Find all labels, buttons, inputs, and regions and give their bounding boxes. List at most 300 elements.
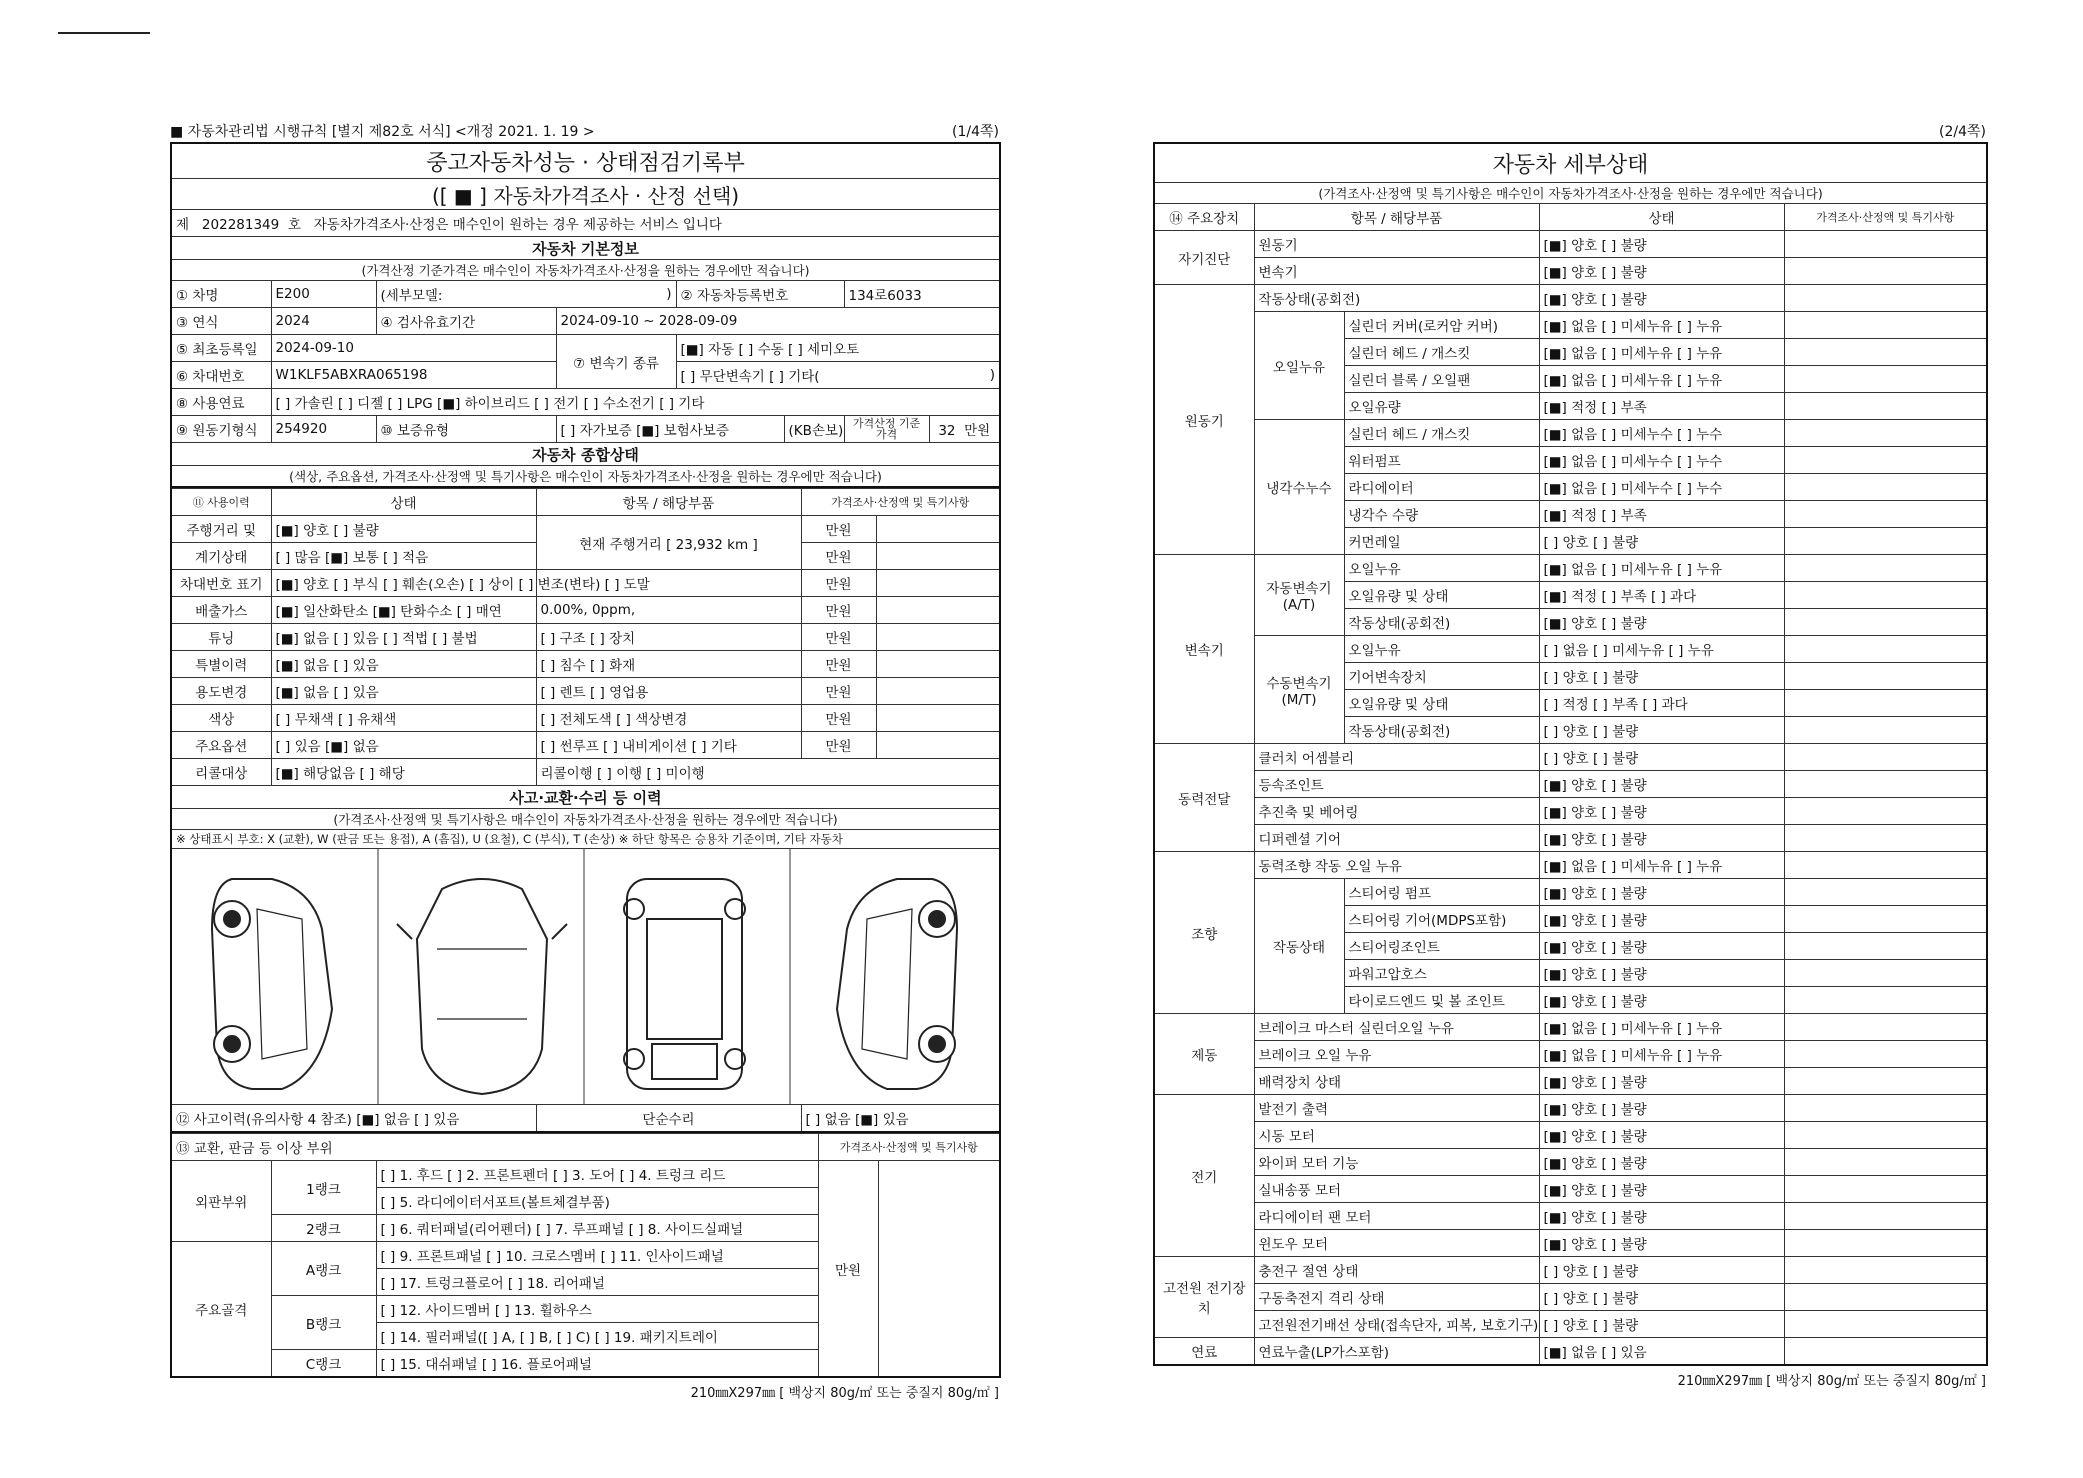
detail-note-cell [1784, 501, 1987, 528]
detail-item: 오일누유 [1344, 555, 1539, 582]
detail-state: [■] 양호 [ ] 불량 [1539, 1149, 1784, 1176]
form-subtitle: ([ ■ ] 자동차가격조사 · 산정 선택) [171, 179, 1000, 210]
detail-note: (가격조사·산정액 및 특기사항은 매수인이 자동차가격조사·산정을 원하는 경우에만 적습니다) [1154, 183, 1987, 204]
detail-state: [■] 양호 [ ] 불량 [1539, 1095, 1784, 1122]
no-label: 제 [176, 217, 190, 233]
detail-state: [■] 없음 [ ] 미세누수 [ ] 누수 [1539, 420, 1784, 447]
detail-note-cell [1784, 1338, 1987, 1366]
recall-item: 리콜이행 [ ] 이행 [ ] 미이행 [536, 759, 1000, 786]
detail-note-cell [1784, 285, 1987, 312]
detail-row [1154, 636, 1987, 663]
rankB-items-a: [ ] 12. 사이드멤버 [ ] 13. 휠하우스 [376, 1296, 818, 1323]
overall-row-item: 현재 주행거리 [ 23,932 km ] [536, 516, 801, 570]
exchange-price: 만원 [818, 1161, 878, 1378]
detail-item: 실린더 블록 / 오일팬 [1344, 366, 1539, 393]
detail-state: [■] 양호 [ ] 불량 [1539, 1203, 1784, 1230]
detail-head-price: 가격조사·산정액 및 특기사항 [1784, 204, 1987, 231]
detail-state: [■] 양호 [ ] 불량 [1539, 879, 1784, 906]
detail-group: 연료 [1154, 1338, 1254, 1366]
detail-note-cell [1784, 339, 1987, 366]
recall-state: [■] 해당없음 [ ] 해당 [271, 759, 536, 786]
rankC-label: C랭크 [271, 1350, 376, 1378]
detail-subgroup: 작동상태 [1254, 879, 1344, 1014]
overall-row-note [876, 543, 1000, 570]
overall-row-state: [■] 양호 [ ] 불량 [271, 516, 536, 543]
overall-row-note [876, 570, 1000, 597]
no-suffix: 호 [287, 217, 301, 233]
detail-note-cell [1784, 1257, 1987, 1284]
recall-label: 리콜대상 [171, 759, 271, 786]
detail-note-cell [1784, 960, 1987, 987]
overall-row-state: [■] 없음 [ ] 있음 [271, 678, 536, 705]
detail-row [1154, 1176, 1987, 1203]
rankB-label: B랭크 [271, 1296, 376, 1350]
overall-row-item: 0.00%, 0ppm, [536, 597, 801, 624]
detail-note-cell [1784, 231, 1987, 258]
rank2-items: [ ] 6. 쿼터패널(리어펜더) [ ] 7. 루프패널 [ ] 8. 사이드실패널 [376, 1215, 818, 1242]
trans-line2: [ ] 무단변속기 [ ] 기타( [676, 362, 929, 389]
overall-row-note [876, 516, 1000, 543]
detail-item: 스티어링 펌프 [1344, 879, 1539, 906]
detail-row [1154, 1338, 1987, 1366]
detail-item: 원동기 [1254, 231, 1539, 258]
detail-row [1154, 231, 1987, 258]
detail-note-cell [1784, 690, 1987, 717]
overall-row-name: 배출가스 [171, 597, 271, 624]
detail-item: 추진축 및 베어링 [1254, 798, 1539, 825]
basic-info-title: 자동차 기본정보 [171, 237, 1000, 260]
exchange-price-head: 가격조사·산정액 및 특기사항 [818, 1134, 1000, 1161]
detail-row [1154, 555, 1987, 582]
rank1-label: 1랭크 [271, 1161, 376, 1215]
detail-group: 조향 [1154, 852, 1254, 1014]
detail-item: 변속기 [1254, 258, 1539, 285]
detail-item: 충전구 절연 상태 [1254, 1257, 1539, 1284]
firstreg-label: ⑤ 최초등록일 [171, 335, 271, 362]
page2-header [1153, 118, 1986, 142]
overall-row-name: 특별이력 [171, 651, 271, 678]
overall-row-state: [■] 일산화탄소 [■] 탄화수소 [ ] 매연 [271, 597, 536, 624]
detail-row [1154, 771, 1987, 798]
overall-row-price: 만원 [801, 705, 876, 732]
detail-note-cell [1784, 1203, 1987, 1230]
detail-item: 클러치 어셈블리 [1254, 744, 1539, 771]
detail-group: 동력전달 [1154, 744, 1254, 852]
detail-state: [■] 양호 [ ] 불량 [1539, 933, 1784, 960]
price-value: 32 만원 [929, 416, 1000, 443]
overall-row [171, 570, 1000, 597]
detail-state: [■] 양호 [ ] 불량 [1539, 231, 1784, 258]
detail-state: [■] 없음 [ ] 미세누유 [ ] 누유 [1539, 312, 1784, 339]
detail-row [1154, 744, 1987, 771]
rank2-label: 2랭크 [271, 1215, 376, 1242]
detail-state: [ ] 양호 [ ] 불량 [1539, 1311, 1784, 1338]
scan-mark [58, 32, 150, 34]
detail-item: 실린더 헤드 / 개스킷 [1344, 420, 1539, 447]
overall-row-name: 튜닝 [171, 624, 271, 651]
detail-item: 오일누유 [1344, 636, 1539, 663]
detail-model-close: ) [556, 281, 676, 308]
overall-table [170, 488, 1001, 1133]
detail-item: 커먼레일 [1344, 528, 1539, 555]
detail-item: 등속조인트 [1254, 771, 1539, 798]
overall-row-name: 차대번호 표기 [171, 570, 271, 597]
detail-item: 스티어링 기어(MDPS포함) [1344, 906, 1539, 933]
detail-state: [■] 없음 [ ] 미세누유 [ ] 누유 [1539, 555, 1784, 582]
detail-state: [■] 양호 [ ] 불량 [1539, 1176, 1784, 1203]
detail-note-cell [1784, 1041, 1987, 1068]
overall-row-note [876, 624, 1000, 651]
overall-row-name: 주요옵션 [171, 732, 271, 759]
detail-group: 자기진단 [1154, 231, 1254, 285]
detail-note-cell [1784, 906, 1987, 933]
detail-note-cell [1784, 1230, 1987, 1257]
detail-state: [■] 없음 [ ] 미세누유 [ ] 누유 [1539, 852, 1784, 879]
overall-row-note [876, 678, 1000, 705]
overall-row-item: [ ] 구조 [ ] 장치 [536, 624, 801, 651]
detail-state: [■] 적정 [ ] 부족 [ ] 과다 [1539, 582, 1784, 609]
rank1-items-a: [ ] 1. 후드 [ ] 2. 프론트펜더 [ ] 3. 도어 [ ] 4. 트렁크 리드 [376, 1161, 818, 1188]
detail-item: 배력장치 상태 [1254, 1068, 1539, 1095]
model-label: ① 차명 [171, 281, 271, 308]
detail-row [1154, 1230, 1987, 1257]
detail-note-cell [1784, 987, 1987, 1014]
overall-title: 자동차 종합상태 [171, 443, 1000, 466]
price-label: 가격산정 기준가격 [844, 416, 929, 443]
detail-note-cell [1784, 609, 1987, 636]
overall-row-price: 만원 [801, 597, 876, 624]
detail-subgroup: 수동변속기 (M/T) [1254, 636, 1344, 744]
detail-note-cell [1784, 636, 1987, 663]
overall-row-note [876, 651, 1000, 678]
overall-row [171, 516, 1000, 543]
overall-row-note [876, 597, 1000, 624]
rankA-items-b: [ ] 17. 트렁크플로어 [ ] 18. 리어패널 [376, 1269, 818, 1296]
detail-item: 오일유량 및 상태 [1344, 690, 1539, 717]
rankC-items: [ ] 15. 대쉬패널 [ ] 16. 플로어패널 [376, 1350, 818, 1378]
form-title: 중고자동차성능 · 상태점검기록부 [171, 143, 1000, 179]
overall-row-name: 계기상태 [171, 543, 271, 570]
valid-label: ④ 검사유효기간 [376, 308, 556, 335]
overall-row-name: 색상 [171, 705, 271, 732]
rank1-items-b: [ ] 5. 라디에이터서포트(볼트체결부품) [376, 1188, 818, 1215]
detail-item: 실내송풍 모터 [1254, 1176, 1539, 1203]
detail-note-cell [1784, 474, 1987, 501]
detail-note-cell [1784, 312, 1987, 339]
overall-row [171, 597, 1000, 624]
overall-row-price: 만원 [801, 624, 876, 651]
detail-subgroup: 자동변속기 (A/T) [1254, 555, 1344, 636]
detail-row [1154, 852, 1987, 879]
detail-group: 제동 [1154, 1014, 1254, 1095]
detail-row [1154, 1284, 1987, 1311]
detail-state: [ ] 적정 [ ] 부족 [ ] 과다 [1539, 690, 1784, 717]
car-side-right-icon [837, 879, 957, 1089]
overall-row-price: 만원 [801, 570, 876, 597]
detail-note-cell [1784, 366, 1987, 393]
year-label: ③ 연식 [171, 308, 271, 335]
fuel-value: [ ] 가솔린 [ ] 디젤 [ ] LPG [■] 하이브리드 [ ] 전기 [ ] 수소전기 [ ] 기타 [271, 389, 1000, 416]
rankA-label: A랭크 [271, 1242, 376, 1296]
detail-row [1154, 1311, 1987, 1338]
overall-row [171, 651, 1000, 678]
overall-head-price: 가격조사·산정액 및 특기사항 [801, 489, 1000, 516]
detail-item: 타이로드엔드 및 볼 조인트 [1344, 987, 1539, 1014]
page2-footer: 210㎜X297㎜ [ 백상지 80g/㎡ 또는 중질지 80g/㎡ ] [1677, 1374, 1986, 1389]
detail-state: [■] 양호 [ ] 불량 [1539, 987, 1784, 1014]
overall-head-history: ⑪ 사용이력 [171, 489, 271, 516]
overall-row-state: [ ] 많음 [■] 보통 [ ] 적음 [271, 543, 536, 570]
detail-state: [ ] 없음 [ ] 미세누유 [ ] 누유 [1539, 636, 1784, 663]
engine-label: ⑨ 원동기형식 [171, 416, 271, 443]
car-frame-view-icon [624, 879, 745, 1089]
overall-row-state: [■] 없음 [ ] 있음 [ ] 적법 [ ] 불법 [271, 624, 536, 651]
record-number: 202281349 [201, 217, 280, 233]
overall-row-item: [ ] 침수 [ ] 화재 [536, 651, 801, 678]
vin-label: ⑥ 차대번호 [171, 362, 271, 389]
warranty-company: (KB손보) [784, 416, 844, 443]
page1-header [170, 118, 999, 142]
detail-item: 작동상태(공회전) [1344, 609, 1539, 636]
overall-row-state: [ ] 무채색 [ ] 유채색 [271, 705, 536, 732]
detail-item: 작동상태(공회전) [1344, 717, 1539, 744]
detail-group: 전기 [1154, 1095, 1254, 1257]
detail-item: 브레이크 마스터 실린더오일 누유 [1254, 1014, 1539, 1041]
no-note: 자동차가격조사·산정은 매수인이 원하는 경우 제공하는 서비스 입니다 [313, 217, 722, 233]
detail-note-cell [1784, 825, 1987, 852]
regno-value: 134로6033 [844, 281, 1000, 308]
detail-note-cell [1784, 1014, 1987, 1041]
detail-row [1154, 825, 1987, 852]
detail-state: [■] 없음 [ ] 미세누유 [ ] 누유 [1539, 1041, 1784, 1068]
detail-item: 스티어링조인트 [1344, 933, 1539, 960]
warranty-value: [ ] 자가보증 [■] 보험사보증 [556, 416, 784, 443]
trans-line1: [■] 자동 [ ] 수동 [ ] 세미오토 [676, 335, 1000, 362]
detail-item: 윈도우 모터 [1254, 1230, 1539, 1257]
basic-info-note: (가격산정 기준가격은 매수인이 자동차가격조사·산정을 원하는 경우에만 적습니다) [171, 260, 1000, 281]
overall-row-name: 주행거리 및 [171, 516, 271, 543]
detail-item: 실린더 커버(로커암 커버) [1344, 312, 1539, 339]
main-frame-label: 주요골격 [171, 1242, 271, 1378]
page-number: (2/4쪽) [1939, 124, 1986, 140]
detail-state: [■] 양호 [ ] 불량 [1539, 258, 1784, 285]
detail-note-cell [1784, 717, 1987, 744]
detail-item: 워터펌프 [1344, 447, 1539, 474]
status-legend: ※ 상태표시 부호: X (교환), W (판금 또는 용접), A (흠집), U (요철), C (부식), T (손상) ※ 하단 항목은 승용차 기준이며, 기타 자동차 [171, 830, 1000, 849]
detail-row [1154, 1068, 1987, 1095]
trans-close: ) [929, 362, 1000, 389]
detail-head-state: 상태 [1539, 204, 1784, 231]
detail-state: [ ] 양호 [ ] 불량 [1539, 1284, 1784, 1311]
rule-reference: ■ 자동차관리법 시행규칙 [별지 제82호 서식] <개정 2021. 1. 19 > [170, 124, 595, 140]
detail-note-cell [1784, 1284, 1987, 1311]
detail-state: [■] 적정 [ ] 부족 [1539, 393, 1784, 420]
detail-note-cell [1784, 1122, 1987, 1149]
detail-note-cell [1784, 933, 1987, 960]
page-2 [1153, 118, 1986, 1389]
detail-item: 연료누출(LP가스포함) [1254, 1338, 1539, 1366]
overall-row-price: 만원 [801, 678, 876, 705]
detail-item: 발전기 출력 [1254, 1095, 1539, 1122]
detail-note-cell [1784, 1176, 1987, 1203]
detail-item: 라디에이터 [1344, 474, 1539, 501]
detail-row [1154, 1095, 1987, 1122]
detail-state: [■] 양호 [ ] 불량 [1539, 798, 1784, 825]
exchange-label: ⑬ 교환, 판금 등 이상 부위 [171, 1134, 818, 1161]
overall-row-item: [ ] 썬루프 [ ] 내비게이션 [ ] 기타 [536, 732, 801, 759]
detail-head-device: ⑭ 주요장치 [1154, 204, 1254, 231]
valid-value: 2024-09-10 ~ 2028-09-09 [556, 308, 1000, 335]
detail-row [1154, 258, 1987, 285]
accident-note: (가격조사·산정액 및 특기사항은 매수인이 자동차가격조사·산정을 원하는 경우에만 적습니다) [171, 809, 1000, 830]
year-value: 2024 [271, 308, 376, 335]
detail-state: [■] 없음 [ ] 미세누수 [ ] 누수 [1539, 447, 1784, 474]
detail-item: 고전원전기배선 상태(접속단자, 피복, 보호기구) [1254, 1311, 1539, 1338]
page-number: (1/4쪽) [952, 124, 999, 140]
detail-item: 오일유량 및 상태 [1344, 582, 1539, 609]
car-side-left-icon [212, 879, 332, 1089]
detail-row [1154, 420, 1987, 447]
overall-row-note [876, 732, 1000, 759]
detail-item: 실린더 헤드 / 개스킷 [1344, 339, 1539, 366]
overall-row-item: [ ] 렌트 [ ] 영업용 [536, 678, 801, 705]
detail-note-cell [1784, 447, 1987, 474]
detail-item: 라디에이터 팬 모터 [1254, 1203, 1539, 1230]
engine-value: 254920 [271, 416, 376, 443]
detail-note-cell [1784, 1095, 1987, 1122]
accident-title: 사고·교환·수리 등 이력 [171, 786, 1000, 809]
detail-note-cell [1784, 420, 1987, 447]
detail-state: [■] 없음 [ ] 미세누수 [ ] 누수 [1539, 474, 1784, 501]
detail-state: [■] 양호 [ ] 불량 [1539, 771, 1784, 798]
detail-row [1154, 798, 1987, 825]
detail-row [1154, 1203, 1987, 1230]
detail-state: [■] 없음 [ ] 미세누유 [ ] 누유 [1539, 339, 1784, 366]
overall-row-note [876, 705, 1000, 732]
record-number-row [171, 210, 1000, 237]
detail-note-cell [1784, 1068, 1987, 1095]
detail-item: 브레이크 오일 누유 [1254, 1041, 1539, 1068]
exchange-table [170, 1133, 1001, 1378]
fuel-label: ⑧ 사용연료 [171, 389, 271, 416]
outer-panel-label: 외판부위 [171, 1161, 271, 1242]
overall-head-state: 상태 [271, 489, 536, 516]
detail-item: 작동상태(공회전) [1254, 285, 1539, 312]
record-form [170, 142, 1001, 488]
detail-model: (세부모델: [376, 281, 556, 308]
detail-note-cell [1784, 744, 1987, 771]
overall-row [171, 678, 1000, 705]
detail-item: 동력조향 작동 오일 누유 [1254, 852, 1539, 879]
detail-state: [■] 양호 [ ] 불량 [1539, 1230, 1784, 1257]
detail-table [1153, 142, 1988, 1366]
detail-state: [■] 양호 [ ] 불량 [1539, 825, 1784, 852]
model-value: E200 [271, 281, 376, 308]
detail-note-cell [1784, 798, 1987, 825]
detail-state: [■] 양호 [ ] 불량 [1539, 285, 1784, 312]
overall-row-price: 만원 [801, 651, 876, 678]
detail-state: [■] 양호 [ ] 불량 [1539, 960, 1784, 987]
overall-row-state: [■] 없음 [ ] 있음 [271, 651, 536, 678]
detail-state: [■] 양호 [ ] 불량 [1539, 1122, 1784, 1149]
detail-note-cell [1784, 771, 1987, 798]
car-diagrams [171, 849, 1000, 1105]
detail-note-cell [1784, 879, 1987, 906]
detail-note-cell [1784, 555, 1987, 582]
detail-note-cell [1784, 528, 1987, 555]
detail-state: [■] 없음 [ ] 있음 [1539, 1338, 1784, 1366]
detail-note-cell [1784, 1311, 1987, 1338]
overall-row-price: 만원 [801, 732, 876, 759]
detail-state: [ ] 양호 [ ] 불량 [1539, 744, 1784, 771]
detail-state: [■] 없음 [ ] 미세누유 [ ] 누유 [1539, 366, 1784, 393]
detail-state: [■] 양호 [ ] 불량 [1539, 906, 1784, 933]
detail-state: [ ] 양호 [ ] 불량 [1539, 1257, 1784, 1284]
overall-row-name: 용도변경 [171, 678, 271, 705]
page1-footer: 210㎜X297㎜ [ 백상지 80g/㎡ 또는 중질지 80g/㎡ ] [690, 1386, 999, 1401]
overall-head-item: 항목 / 해당부품 [536, 489, 801, 516]
exchange-note [878, 1161, 1000, 1378]
rankA-items-a: [ ] 9. 프론트패널 [ ] 10. 크로스멤버 [ ] 11. 인사이드패널 [376, 1242, 818, 1269]
detail-note-cell [1784, 258, 1987, 285]
overall-row [171, 624, 1000, 651]
simple-repair-label: 단순수리 [536, 1105, 801, 1133]
detail-item: 파워고압호스 [1344, 960, 1539, 987]
car-top-view-icon [397, 879, 567, 1094]
rankB-items-b: [ ] 14. 필러패널([ ] A, [ ] B, [ ] C) [ ] 19. 패키지트레이 [376, 1323, 818, 1350]
detail-group: 변속기 [1154, 555, 1254, 744]
detail-row [1154, 1122, 1987, 1149]
overall-note: (색상, 주요옵션, 가격조사·산정액 및 특기사항은 매수인이 자동차가격조사·산정을 원하는 경우에만 적습니다) [171, 466, 1000, 488]
warranty-label: ⑩ 보증유형 [376, 416, 556, 443]
firstreg-value: 2024-09-10 [271, 335, 556, 362]
overall-row-price: 만원 [801, 516, 876, 543]
detail-note-cell [1784, 393, 1987, 420]
simple-repair-state: [ ] 없음 [■] 있음 [801, 1105, 1000, 1133]
detail-item: 기어변속장치 [1344, 663, 1539, 690]
overall-row-state: [■] 양호 [ ] 부식 [ ] 훼손(오손) [ ] 상이 [ ] 변조(변타) [ ] 도말 [271, 570, 536, 597]
detail-note-cell [1784, 852, 1987, 879]
accident-row: ⑫ 사고이력(유의사항 4 참조) [■] 없음 [ ] 있음 [171, 1105, 536, 1133]
vin-value: W1KLF5ABXRA065198 [271, 362, 556, 389]
detail-state: [ ] 양호 [ ] 불량 [1539, 663, 1784, 690]
detail-state: [■] 없음 [ ] 미세누유 [ ] 누유 [1539, 1014, 1784, 1041]
detail-item: 디퍼렌셜 기어 [1254, 825, 1539, 852]
detail-head-item: 항목 / 해당부품 [1254, 204, 1539, 231]
overall-row-item: [ ] 전체도색 [ ] 색상변경 [536, 705, 801, 732]
trans-label: ⑦ 변속기 종류 [556, 335, 676, 389]
regno-label: ② 자동차등록번호 [676, 281, 844, 308]
detail-item: 냉각수 수량 [1344, 501, 1539, 528]
car-diagram-svg [172, 849, 996, 1104]
overall-row [171, 705, 1000, 732]
detail-state: [■] 양호 [ ] 불량 [1539, 1068, 1784, 1095]
detail-item: 오일유량 [1344, 393, 1539, 420]
overall-row-state: [ ] 있음 [■] 없음 [271, 732, 536, 759]
detail-subgroup: 냉각수누수 [1254, 420, 1344, 555]
detail-state: [ ] 양호 [ ] 불량 [1539, 528, 1784, 555]
overall-row-price: 만원 [801, 543, 876, 570]
detail-state: [■] 양호 [ ] 불량 [1539, 609, 1784, 636]
detail-item: 구동축전지 격리 상태 [1254, 1284, 1539, 1311]
detail-row [1154, 1041, 1987, 1068]
detail-state: [■] 적정 [ ] 부족 [1539, 501, 1784, 528]
detail-note-cell [1784, 582, 1987, 609]
detail-title: 자동차 세부상태 [1154, 143, 1987, 183]
detail-note-cell [1784, 663, 1987, 690]
detail-row [1154, 1149, 1987, 1176]
page-1 [170, 118, 999, 1401]
